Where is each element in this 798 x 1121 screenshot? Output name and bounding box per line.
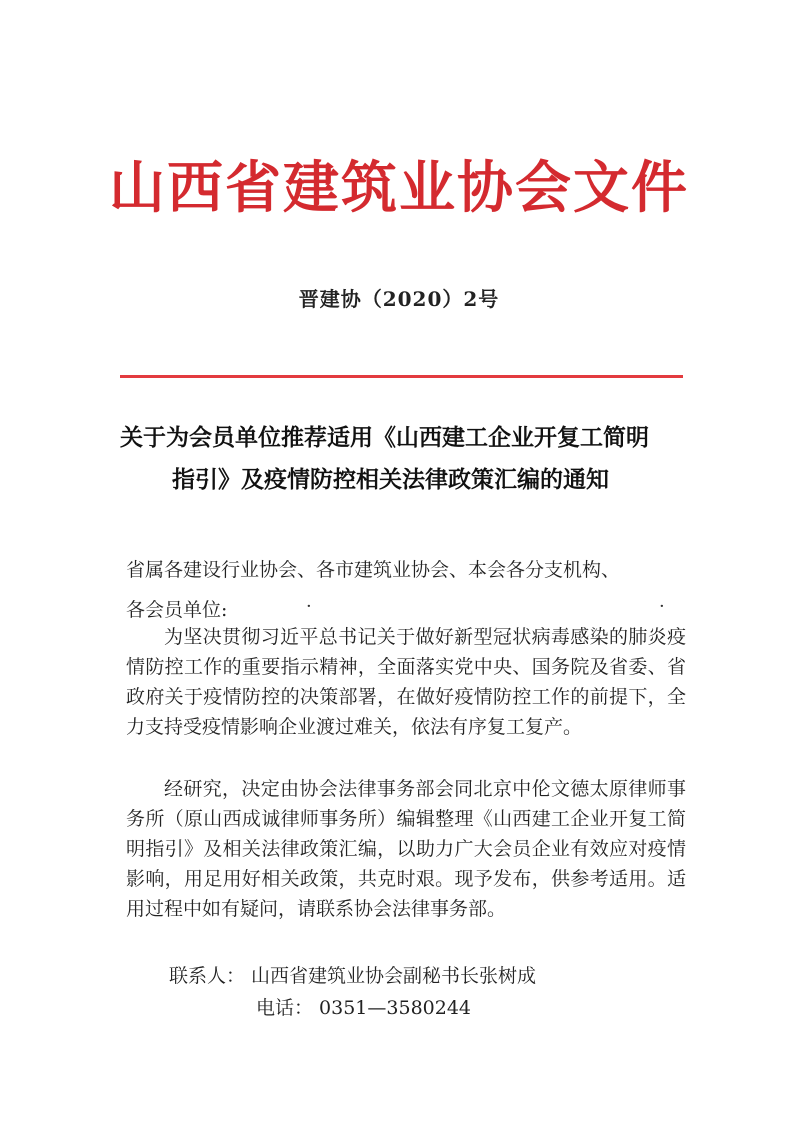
addressee-line2: 各会员单位: bbox=[126, 599, 228, 621]
body-paragraph-2: 经研究，决定由协会法律事务部会同北京中伦文德太原律师事务所（原山西成诚律师事务所）编辑整理《山西建工企业开复工简明指引》及相关法律政策汇编，以助力广大会员企业有效应对疫情影响，用足用好相关政策，共克时艰。现予发布，供参考适用。适用过程中如有疑问，请联系协会法律事务部。 bbox=[126, 778, 686, 920]
notice-title-line1: 关于为会员单位推荐适用《山西建工企业开复工简明 bbox=[120, 425, 649, 451]
scan-speck-1: · bbox=[306, 596, 312, 617]
contact-block bbox=[169, 960, 689, 1024]
addressee-line1: 省属各建设行业协会、各市建筑业协会、本会各分支机构、 bbox=[126, 559, 621, 581]
contact-phone: 电话： 0351—3580244 bbox=[256, 997, 472, 1019]
contact-person: 联系人： 山西省建筑业协会副秘书长张树成 bbox=[169, 965, 537, 987]
org-document-header: 山西省建筑业协会文件 bbox=[109, 155, 689, 221]
body-paragraph-1: 为坚决贯彻习近平总书记关于做好新型冠状病毒感染的肺炎疫情防控工作的重要指示精神，全面落实党中央、国务院及省委、省政府关于疫情防控的决策部署，在做好疫情防控工作的前提下，全力支持受疫情影响企业渡过难关，依法有序复工复产。 bbox=[126, 626, 686, 738]
red-divider bbox=[120, 375, 683, 378]
document-number: 晋建协（2020）2号 bbox=[298, 287, 500, 311]
notice-title bbox=[120, 417, 695, 501]
notice-title-line2: 指引》及疫情防控相关法律政策汇编的通知 bbox=[172, 467, 609, 493]
scan-speck-2: · bbox=[659, 596, 665, 617]
